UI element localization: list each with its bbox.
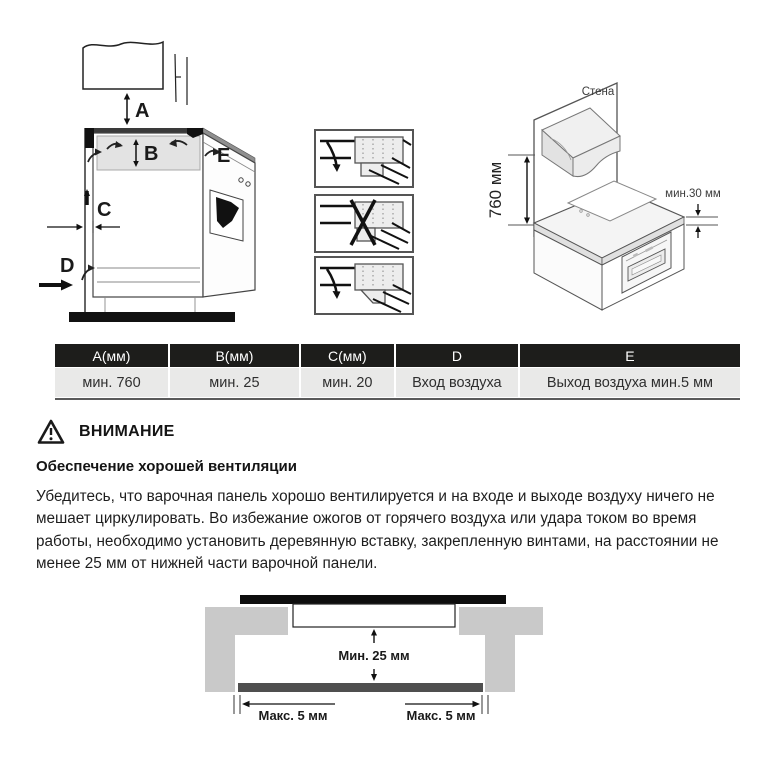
header-cell-c: C(мм) [301,344,394,367]
right-installation-diagram [465,48,755,338]
ventilation-body-text: Убедитесь, что варочная панель хорошо вентилируется и на входе и выходе воздуху ничего не мешает циркулировать. Во избежание ожогов от горячего воздуха или удара током во время работы, необходимо установить деревянную вставку, закрепленную винтами, на расстоянии не менее 25 мм от нижней части варочной панели. [36,488,719,572]
warning-title: ВНИМАНИЕ [79,423,175,440]
max-left-label: Макс. 5 мм [258,708,328,723]
height-dimension-label: 760 мм [486,161,505,219]
value-cell-e: Выход воздуха мин.5 мм [520,368,740,397]
cooktop-bar [240,595,506,604]
detail-box-correct-1 [315,130,413,187]
header-cell-d: D [396,344,518,367]
left-installation-diagram [35,28,285,328]
label-a: A [135,100,150,122]
value-cell-a: мин. 760 [55,368,168,397]
hood-panel [83,42,163,89]
left-counter-block [205,607,288,692]
warning-triangle-icon [36,418,66,446]
label-e: E [217,145,231,167]
label-b: B [144,143,159,165]
detail-box-incorrect [315,195,413,252]
label-d: D [60,255,75,277]
table-underline [55,398,740,400]
min-gap-label: Мин. 25 мм [338,648,410,663]
header-cell-e: E [520,344,740,367]
hob-body [293,604,455,627]
gap-dimension-label: мин.30 мм [665,188,721,200]
mounting-detail-boxes [306,126,422,322]
detail-box-correct-2 [315,257,413,314]
label-c: C [97,199,112,221]
header-cell-b: B(мм) [170,344,299,367]
bottom-clearance-diagram [175,583,595,733]
table-header-row [55,344,740,367]
max-right-label: Макс. 5 мм [406,708,476,723]
dimensions-table [55,344,740,400]
ventilation-heading: Обеспечение хорошей вентиляции [36,458,297,475]
value-cell-c: мин. 20 [301,368,394,397]
floor-bar [69,312,235,322]
header-cell-a: A(мм) [55,344,168,367]
right-counter-block [459,607,543,692]
wooden-insert-bar [238,683,483,692]
warning-header [36,418,175,446]
table-value-row [55,367,740,397]
value-cell-d: Вход воздуха [396,368,518,397]
wall-label: Стена [581,86,615,98]
value-cell-b: мин. 25 [170,368,299,397]
